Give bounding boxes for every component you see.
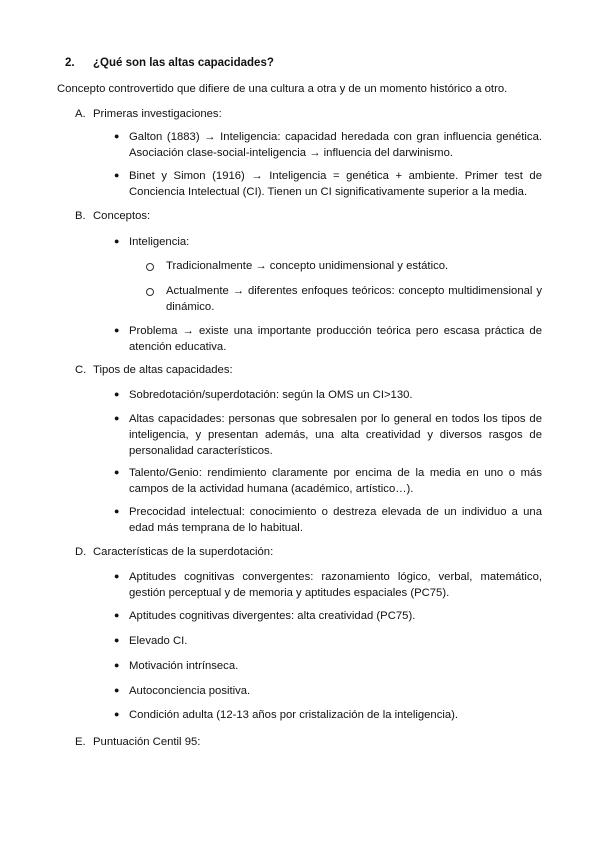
list-item: Talento/Genio: rendimiento claramente por encima de la media en uno o más campos de la actividad humana (académico, artístico…). xyxy=(129,467,542,495)
bullet-icon: ● xyxy=(114,685,120,695)
list-item: Altas capacidades: personas que sobresalen por lo general en todos los tipos de inteligencia, y presentan además, una alta creatividad y diversos rasgos de personalidad característicos. xyxy=(129,413,542,457)
bullet-icon: ● xyxy=(114,131,120,141)
bullet-icon: ● xyxy=(114,709,120,719)
circle-bullet-icon xyxy=(146,288,154,296)
list-item: Aptitudes cognitivas convergentes: razonamiento lógico, verbal, matemático, gestión perceptual y de memoria y aptitudes espaciales (PC75). xyxy=(129,571,542,599)
circle-bullet-icon xyxy=(146,263,154,271)
bullet-icon: ● xyxy=(114,635,120,645)
bullet-icon: ● xyxy=(114,610,120,620)
list-item: Motivación intrínseca. xyxy=(129,660,239,672)
bullet-icon: ● xyxy=(114,325,120,335)
section-b-title: B. Conceptos: xyxy=(75,210,151,222)
bullet-icon: ● xyxy=(114,389,120,399)
list-item: Precocidad intelectual: conocimiento o destreza elevada de un individuo a una edad más temprana de lo habitual. xyxy=(129,506,542,534)
list-item: Inteligencia: xyxy=(129,236,190,248)
section-a-title: A. Primeras investigaciones: xyxy=(75,108,222,120)
bullet-icon: ● xyxy=(114,170,120,180)
sub-list-item: Actualmente → diferentes enfoques teóricos: concepto multidimensional y dinámico. xyxy=(166,285,542,313)
bullet-icon: ● xyxy=(114,660,120,670)
list-item: Galton (1883) → Inteligencia: capacidad heredada con gran influencia genética. Asociación clase-social-inteligencia → influencia del darwinismo. xyxy=(129,131,542,159)
list-item: Condición adulta (12-13 años por cristalización de la inteligencia). xyxy=(129,709,459,721)
bullet-icon: ● xyxy=(114,413,120,423)
section-heading xyxy=(65,57,274,69)
intro-paragraph: Concepto controvertido que difiere de una cultura a otra y de un momento histórico a otro. xyxy=(57,83,508,95)
list-item: Elevado CI. xyxy=(129,635,188,647)
sub-list-item: Tradicionalmente → concepto unidimensional y estático. xyxy=(166,260,449,272)
bullet-icon: ● xyxy=(114,236,120,246)
list-item: Sobredotación/superdotación: según la OMS un CI>130. xyxy=(129,389,413,401)
bullet-icon: ● xyxy=(114,467,120,477)
section-e-title: E. Puntuación Centil 95: xyxy=(75,736,201,748)
list-item: Aptitudes cognitivas divergentes: alta creatividad (PC75). xyxy=(129,610,416,622)
list-item: Problema → existe una importante producción teórica pero escasa práctica de atención educativa. xyxy=(129,325,542,353)
section-c-title: C. Tipos de altas capacidades: xyxy=(75,364,233,376)
heading-number: 2. xyxy=(65,57,75,69)
section-d-title: D. Características de la superdotación: xyxy=(75,546,274,558)
list-item: Autoconciencia positiva. xyxy=(129,685,251,697)
heading-title: ¿Qué son las altas capacidades? xyxy=(93,57,274,69)
list-item: Binet y Simon (1916) → Inteligencia = genética + ambiente. Primer test de Conciencia Intelectual (CI). Tienen un CI significativamente superior a la media. xyxy=(129,170,542,198)
bullet-icon: ● xyxy=(114,506,120,516)
bullet-icon: ● xyxy=(114,571,120,581)
